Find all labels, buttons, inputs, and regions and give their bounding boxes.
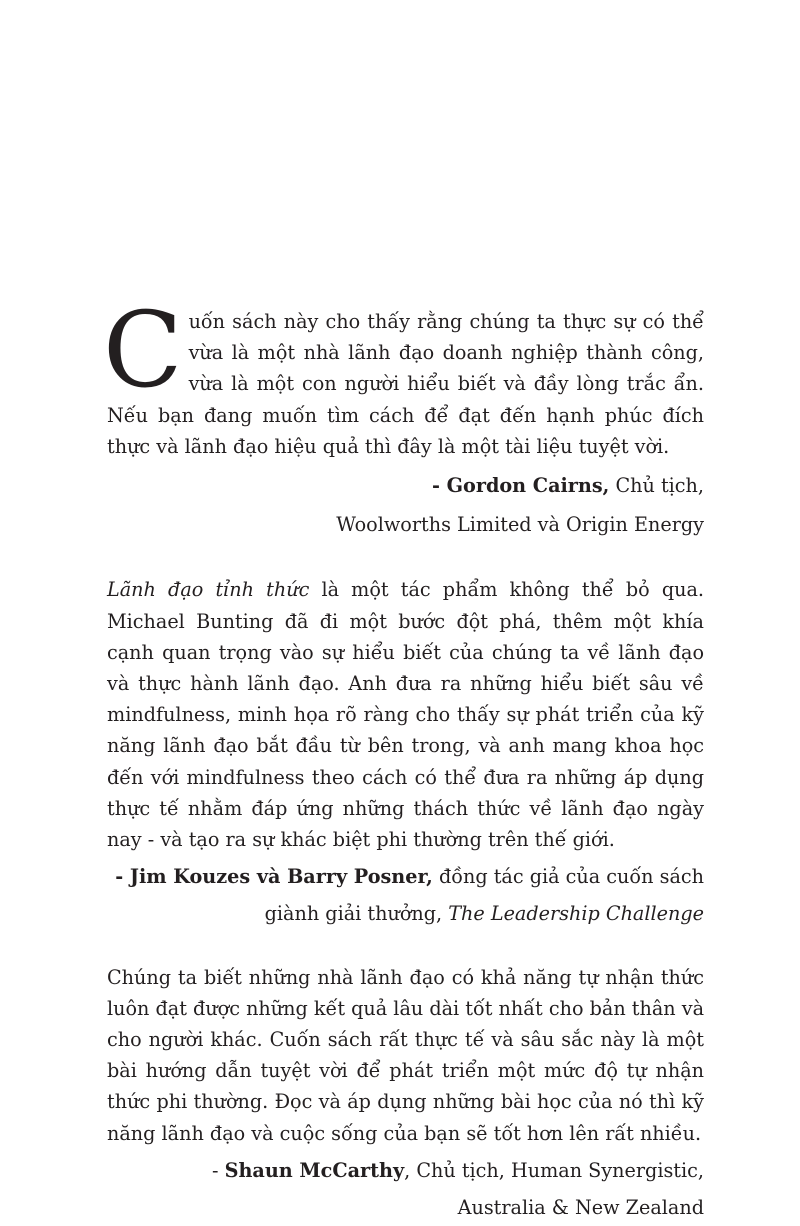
- attribution-line-2: [107, 898, 704, 929]
- endorsements-page: [103, 289, 705, 1223]
- endorsement-text: [107, 574, 704, 855]
- endorsement-text: [107, 962, 704, 1149]
- award-book-title: The Leadership Challenge: [448, 902, 704, 926]
- endorsement-shaun-mccarthy: [107, 962, 704, 1224]
- endorsement-body: là một tác phẩm không thể bỏ qua. Michael Bunting đã đi một bước đột phá, thêm một khía cạnh quan trọng vào sự hiểu biết của chúng ta về lãnh đạo và thực hành lãnh đạo. Anh đưa ra những hiểu biết sâu về mindfulness, minh họa rõ ràng cho thấy sự phát triển của kỹ năng lãnh đạo bắt đầu từ bên trong, và anh mang khoa học đến với mindfulness theo cách có thể đưa ra những áp dụng thực tế nhằm đáp ứng những thách thức về lãnh đạo ngày nay - và tạo ra sự khác biệt phi thường trên thế giới.: [107, 578, 705, 852]
- author-name: Shaun McCarthy: [224, 1158, 405, 1182]
- endorsement-text: [103, 289, 704, 462]
- author-title: Chủ tịch,: [609, 474, 704, 498]
- endorsement-kouzes-posner: [107, 574, 704, 929]
- author-name: - Gordon Cairns,: [432, 474, 610, 498]
- drop-cap: C: [103, 289, 183, 411]
- author-dash: -: [212, 1158, 225, 1182]
- attribution: [107, 861, 704, 892]
- attribution: [107, 470, 704, 501]
- attribution: [107, 1155, 704, 1186]
- attribution-line-2: [107, 509, 704, 540]
- attribution-line-2: [107, 1192, 704, 1223]
- endorsement-body: uốn sách này cho thấy rằng chúng ta thực sự có thể vừa là một nhà lãnh đạo doanh nghiệp thành công, vừa là một con người hiểu biết và đầy lòng trắc ẩn. Nếu bạn đang muốn tìm cách để đạt đến hạnh phúc đích thực và lãnh đạo hiệu quả thì đây là một tài liệu tuyệt vời.: [107, 310, 704, 458]
- author-title: , Chủ tịch, Human Synergistic,: [404, 1158, 704, 1182]
- endorsement-body: Chúng ta biết những nhà lãnh đạo có khả năng tự nhận thức luôn đạt được những kết quả lâu dài tốt nhất cho bản thân và cho người khác. Cuốn sách rất thực tế và sâu sắc này là một bài hướng dẫn tuyệt vời để phát triển một mức độ tự nhận thức phi thường. Đọc và áp dụng những bài học của nó thì kỹ năng lãnh đạo và cuộc sống của bạn sẽ tốt hơn lên rất nhiều.: [107, 965, 705, 1145]
- endorsement-gordon-cairns: [103, 289, 704, 540]
- author-region: Australia & New Zealand: [457, 1196, 704, 1220]
- author-title: đồng tác giả của cuốn sách: [432, 865, 704, 889]
- book-title: Lãnh đạo tỉnh thức: [107, 578, 310, 602]
- author-organization: Woolworths Limited và Origin Energy: [336, 513, 704, 537]
- author-award: giành giải thưởng,: [264, 902, 449, 926]
- author-name: - Jim Kouzes và Barry Posner,: [115, 865, 433, 889]
